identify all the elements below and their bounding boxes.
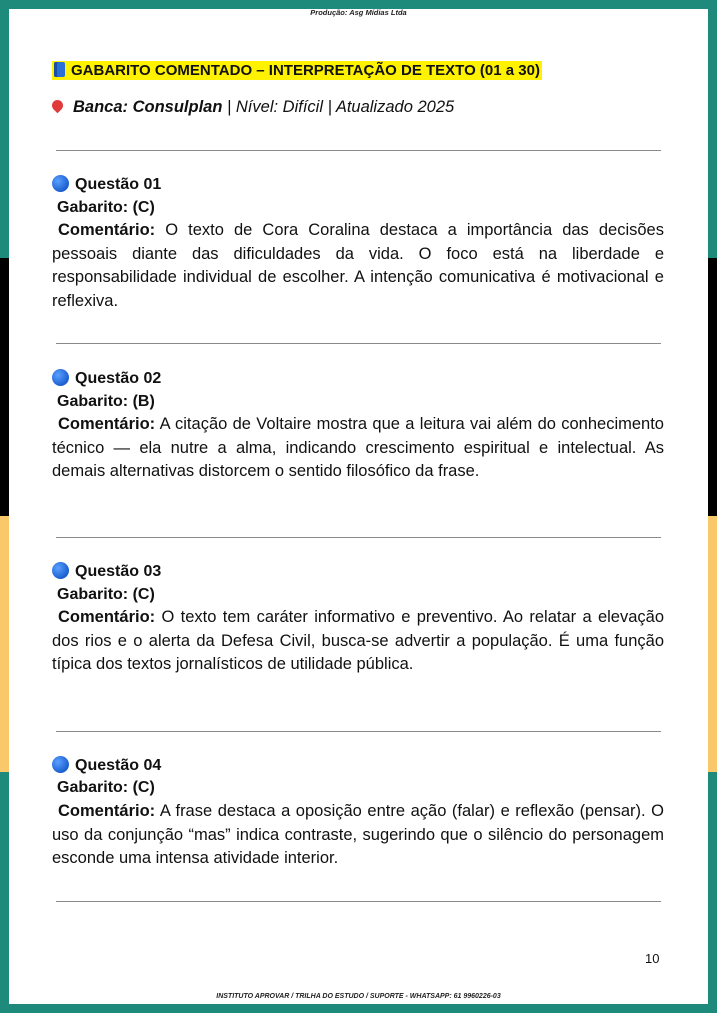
document-title — [52, 61, 542, 80]
frame-strip-yellow-right — [708, 516, 717, 772]
producer-credit: Produção: Asg Mídias Ltda — [310, 8, 407, 17]
question-heading-text: Questão 01 — [75, 176, 162, 193]
divider — [56, 537, 661, 538]
question-heading-text: Questão 03 — [75, 563, 162, 580]
question-heading — [52, 175, 161, 194]
comment-label: Comentário: — [58, 608, 156, 626]
book-icon — [54, 62, 65, 77]
question-heading — [52, 369, 161, 388]
comment-text: O texto tem caráter informativo e preventivo. Ao relatar a elevação dos rios e o alerta da Defesa Civil, busca-se advertir a população. É uma função típica dos textos jornalísticos de utilidade pública. — [52, 608, 664, 673]
question-comment — [52, 606, 664, 677]
question-heading — [52, 562, 161, 581]
comment-text: A citação de Voltaire mostra que a leitura vai além do conhecimento técnico — ela nutre a alma, indicando crescimento espiritual e intelectual. As demais alternativas distorcem o sentido filosófico da frase. — [52, 415, 664, 480]
question-gabarito: Gabarito: (C) — [57, 586, 155, 603]
blue-circle-icon — [52, 562, 69, 579]
divider — [56, 731, 661, 732]
pin-icon — [50, 98, 66, 114]
comment-label: Comentário: — [58, 415, 156, 433]
blue-circle-icon — [52, 175, 69, 192]
question-heading-text: Questão 02 — [75, 370, 162, 387]
question-gabarito: Gabarito: (C) — [57, 199, 155, 216]
frame-strip-black-right — [708, 258, 717, 516]
document-meta — [52, 98, 454, 117]
question-comment — [52, 800, 664, 871]
question-heading-text: Questão 04 — [75, 757, 162, 774]
comment-label: Comentário: — [58, 221, 156, 239]
question-gabarito: Gabarito: (C) — [57, 779, 155, 796]
comment-text: O texto de Cora Coralina destaca a importância das decisões pessoais diante das dificuldades da vida. O foco está na liberdade e responsabilidade individual de escolher. A intenção comunicativa é motivacional e reflexiva. — [52, 221, 664, 310]
frame-strip-yellow-left — [0, 516, 9, 772]
meta-details: | Nível: Difícil | Atualizado 2025 — [222, 98, 455, 116]
divider — [56, 150, 661, 151]
question-comment — [52, 413, 664, 484]
question-comment — [52, 219, 664, 313]
comment-text: A frase destaca a oposição entre ação (falar) e reflexão (pensar). O uso da conjunção “mas” indica contraste, sugerindo que o silêncio do personagem esconde uma intensa atividade interior. — [52, 802, 664, 867]
frame-strip-black-left — [0, 258, 9, 516]
document-title-text: GABARITO COMENTADO – INTERPRETAÇÃO DE TEXTO (01 a 30) — [71, 62, 540, 79]
blue-circle-icon — [52, 369, 69, 386]
divider — [56, 901, 661, 902]
question-heading — [52, 756, 161, 775]
question-gabarito: Gabarito: (B) — [57, 393, 155, 410]
page-number: 10 — [645, 951, 660, 966]
footer-credit: INSTITUTO APROVAR / TRILHA DO ESTUDO / SUPORTE - WHATSAPP: 61 9960226-03 — [216, 993, 501, 1000]
blue-circle-icon — [52, 756, 69, 773]
divider — [56, 343, 661, 344]
comment-label: Comentário: — [58, 802, 156, 820]
meta-banca: Banca: Consulplan — [73, 98, 223, 116]
